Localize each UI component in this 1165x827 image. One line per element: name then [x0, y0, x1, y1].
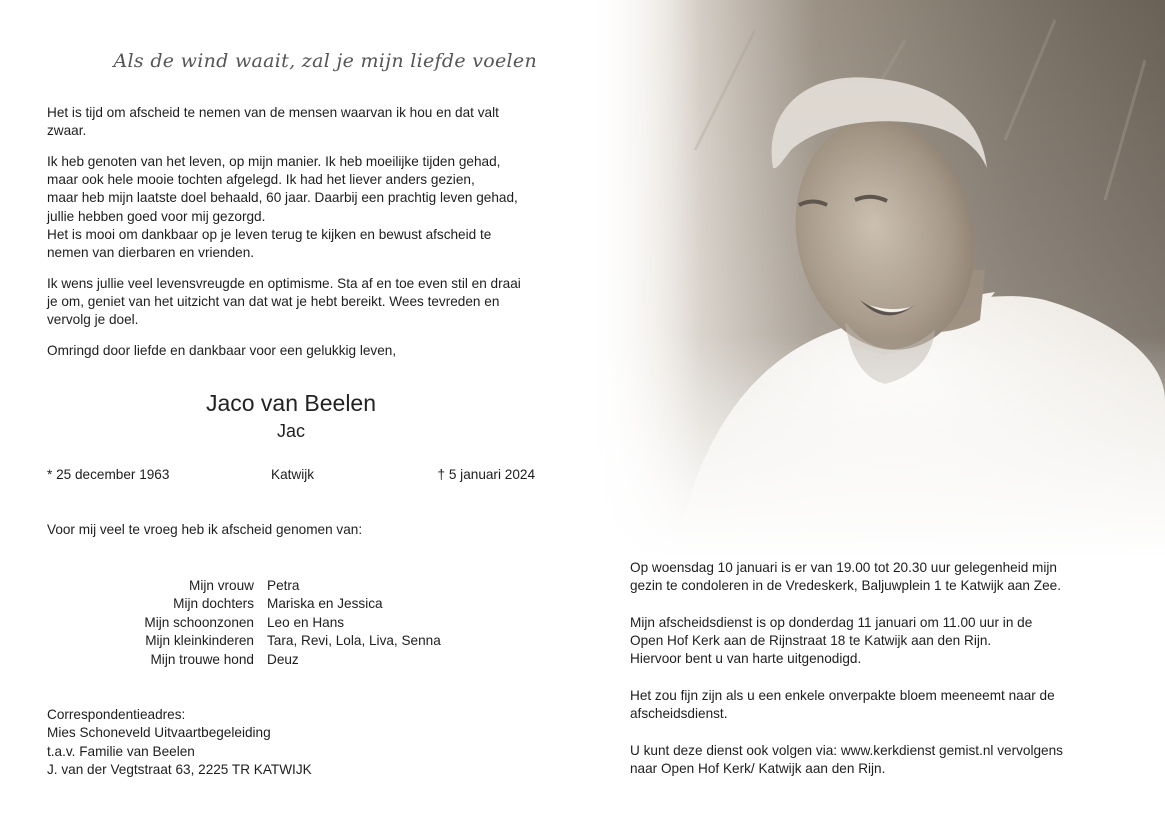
fade-bottom: [585, 0, 1165, 560]
family-role: Mijn schoonzonen: [144, 614, 254, 630]
service-paragraph: Mijn afscheidsdienst is op donderdag 11 januari om 11.00 uur in de Open Hof Kerk aan de Rijnstraat 18 te Katwijk aan den Rijn. Hiervoor bent u van harte uitgenodigd.: [630, 614, 1033, 667]
family-names: Leo en Hans: [267, 614, 345, 630]
family-row: [47, 614, 441, 632]
family-role: Mijn kleinkinderen: [145, 633, 254, 649]
family-role: Mijn trouwe hond: [150, 651, 254, 667]
dates-row: [47, 467, 535, 487]
service-paragraph: U kunt deze dienst ook volgen via: www.kerkdienst gemist.nl vervolgens naar Open Hof Kerk/ Katwijk aan den Rijn.: [630, 742, 1063, 777]
body-paragraph: Het is tijd om afscheid te nemen van de mensen waarvan ik hou en dat valt zwaar.: [47, 105, 499, 139]
correspondence-address: Correspondentieadres: Mies Schoneveld Uitvaartbegeleiding t.a.v. Familie van Beelen J. van der Vegtstraat 63, 2225 TR KATWIJK: [47, 707, 312, 777]
body-paragraph: Ik wens jullie veel levensvreugde en optimisme. Sta af en toe even stil en draai je om, geniet van het uitzicht van dat wat je hebt bereikt. Wees tevreden en vervolg je doel.: [47, 275, 521, 328]
family-row: [47, 595, 441, 613]
family-role: Mijn dochters: [173, 596, 254, 612]
body-paragraph: Omringd door liefde en dankbaar voor een gelukkig leven,: [47, 342, 397, 358]
family-row: [47, 577, 441, 595]
family-names: Deuz: [267, 651, 299, 667]
family-row: [47, 651, 441, 669]
service-info: [630, 559, 1100, 797]
family-names: Mariska en Jessica: [267, 596, 383, 612]
birth-date: * 25 december 1963: [47, 467, 170, 482]
service-paragraph: Het zou fijn zijn als u een enkele onverpakte bloem meeneemt naar de afscheidsdienst.: [630, 688, 1055, 722]
body-text: [47, 104, 547, 372]
motto: Als de wind waait, zal je mijn liefde voelen: [113, 50, 537, 72]
deceased-name: Jaco van Beelen: [205, 390, 377, 416]
family-names: Tara, Revi, Lola, Liva, Senna: [267, 633, 441, 649]
family-intro: Voor mij veel te vroeg heb ik afscheid genomen van:: [47, 522, 363, 537]
death-date: † 5 januari 2024: [437, 467, 535, 482]
portrait-photo: [585, 0, 1165, 560]
place: Katwijk: [271, 467, 315, 482]
family-list: [47, 577, 441, 669]
family-row: [47, 632, 441, 650]
family-names: Petra: [267, 578, 300, 593]
service-paragraph: Op woensdag 10 januari is er van 19.00 tot 20.30 uur gelegenheid mijn gezin te condoleren in de Vredeskerk, Baljuwplein 1 te Katwijk aan Zee.: [630, 560, 1061, 594]
body-paragraph: Ik heb genoten van het leven, op mijn manier. Ik heb moeilijke tijden gehad, maar ook hele mooie tochten afgelegd. Ik had het liever anders gezien, maar heb mijn laatste doel behaald, 60 jaar. Daarbij een prachtig leven gehad, jullie hebben goed voor mij gezorgd. Het is mooi om dankbaar op je leven terug te kijken en bewust afscheid te nemen van dierbaren en vrienden.: [47, 153, 518, 260]
deceased-nickname: Jac: [276, 421, 305, 441]
family-role: Mijn vrouw: [189, 578, 254, 593]
